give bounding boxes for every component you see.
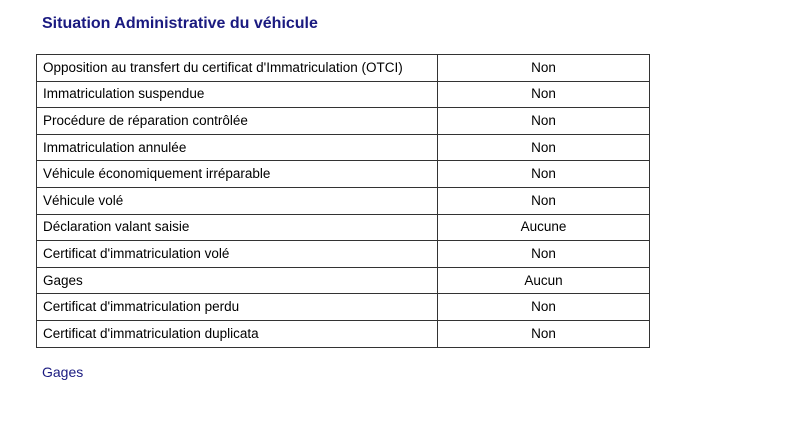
row-label: Certificat d'immatriculation duplicata (37, 320, 438, 347)
row-label: Déclaration valant saisie (37, 214, 438, 241)
row-label: Immatriculation annulée (37, 134, 438, 161)
table-row (37, 161, 650, 188)
row-label: Véhicule volé (37, 187, 438, 214)
row-value: Non (438, 187, 650, 214)
row-label: Véhicule économiquement irréparable (37, 161, 438, 188)
row-value: Non (438, 81, 650, 108)
row-label: Immatriculation suspendue (37, 81, 438, 108)
table-row (37, 214, 650, 241)
table-row (37, 55, 650, 82)
row-value: Non (438, 241, 650, 268)
table-row (37, 134, 650, 161)
row-value: Non (438, 161, 650, 188)
table-row (37, 267, 650, 294)
row-value: Non (438, 320, 650, 347)
row-value: Non (438, 294, 650, 321)
table-row (37, 81, 650, 108)
table-row (37, 320, 650, 347)
row-value: Non (438, 134, 650, 161)
row-label: Gages (37, 267, 438, 294)
row-value: Aucune (438, 214, 650, 241)
row-label: Certificat d'immatriculation volé (37, 241, 438, 268)
section-title: Situation Administrative du véhicule (42, 15, 318, 32)
table-row (37, 241, 650, 268)
row-label: Procédure de réparation contrôlée (37, 108, 438, 135)
row-value: Non (438, 108, 650, 135)
row-value: Non (438, 55, 650, 82)
table-row (37, 187, 650, 214)
vehicle-status-table (36, 54, 650, 348)
row-label: Certificat d'immatriculation perdu (37, 294, 438, 321)
table-row (37, 108, 650, 135)
row-value: Aucun (438, 267, 650, 294)
gages-link[interactable]: Gages (42, 364, 84, 380)
table-row (37, 294, 650, 321)
row-label: Opposition au transfert du certificat d'Immatriculation (OTCI) (37, 55, 438, 82)
